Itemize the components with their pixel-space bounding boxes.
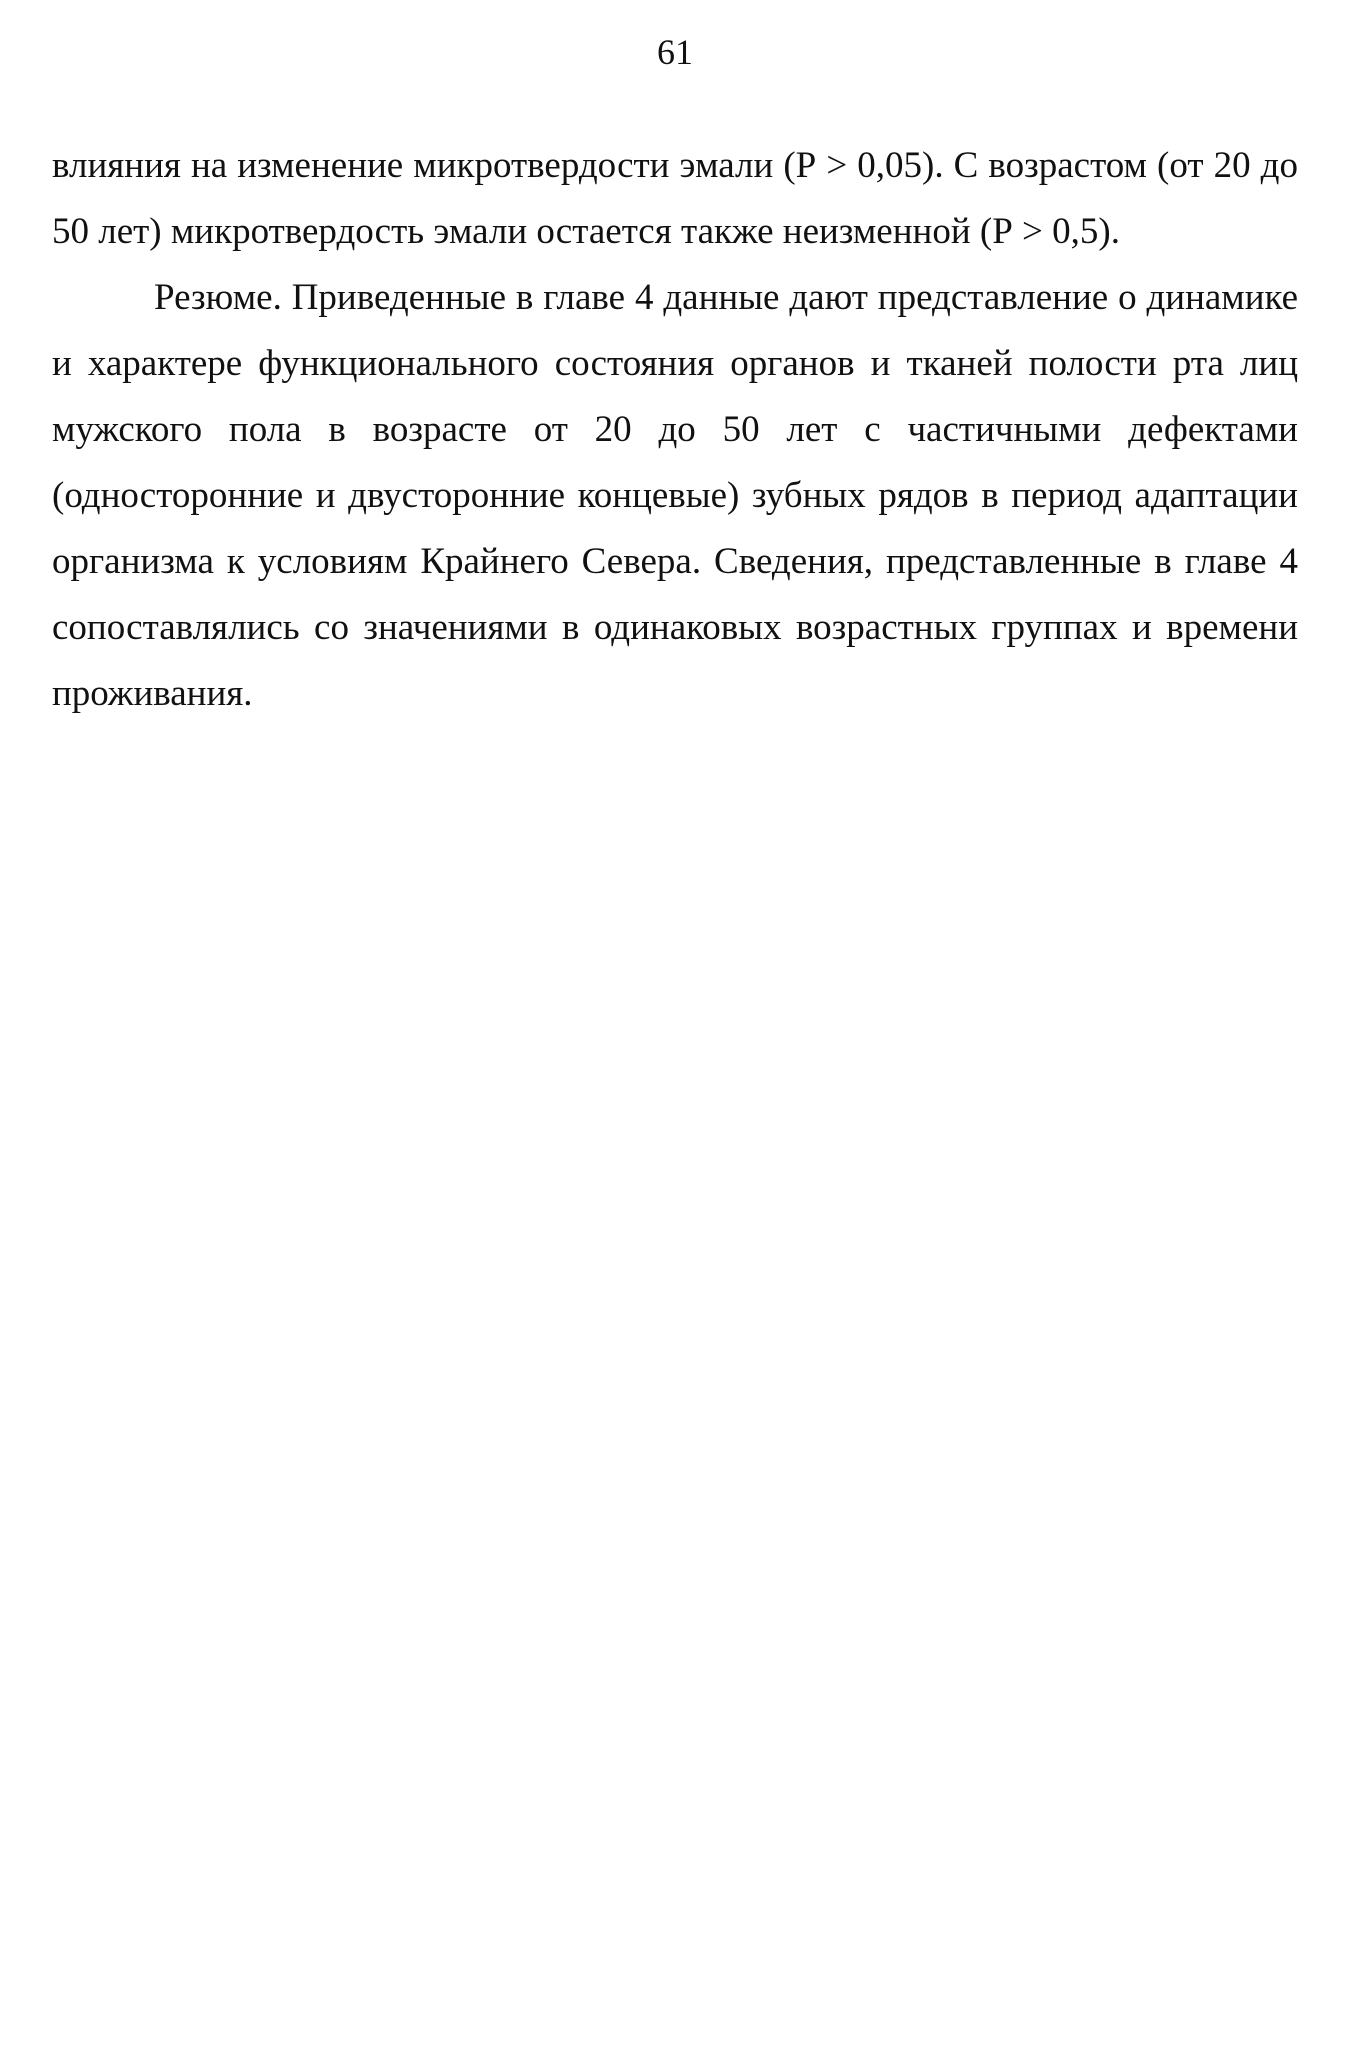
text-line: сопоставлялись со значениями в одинаковых возрастных группах и времени — [52, 607, 1298, 648]
text-line: проживания. — [52, 673, 253, 714]
text-line: Резюме. Приведенные в главе 4 данные дают представление о динамике — [154, 277, 1298, 318]
text-line: организма к условиям Крайнего Севера. Сведения, представленные в главе 4 — [52, 541, 1298, 582]
body-text — [52, 133, 1298, 727]
text-line: (односторонние и двусторонние концевые) зубных рядов в период адаптации — [52, 475, 1298, 516]
text-line: 50 лет) микротвердость эмали остается также неизменной (Р > 0,5). — [52, 211, 1120, 252]
text-line: влияния на изменение микротвердости эмали (Р > 0,05). С возрастом (от 20 до — [52, 145, 1298, 186]
text-line: и характере функционального состояния органов и тканей полости рта лиц — [52, 343, 1298, 384]
page-number: 61 — [657, 32, 693, 72]
text-line: мужского пола в возрасте от 20 до 50 лет с частичными дефектами — [52, 409, 1298, 450]
paragraph — [52, 265, 1298, 727]
paragraph — [52, 133, 1298, 265]
